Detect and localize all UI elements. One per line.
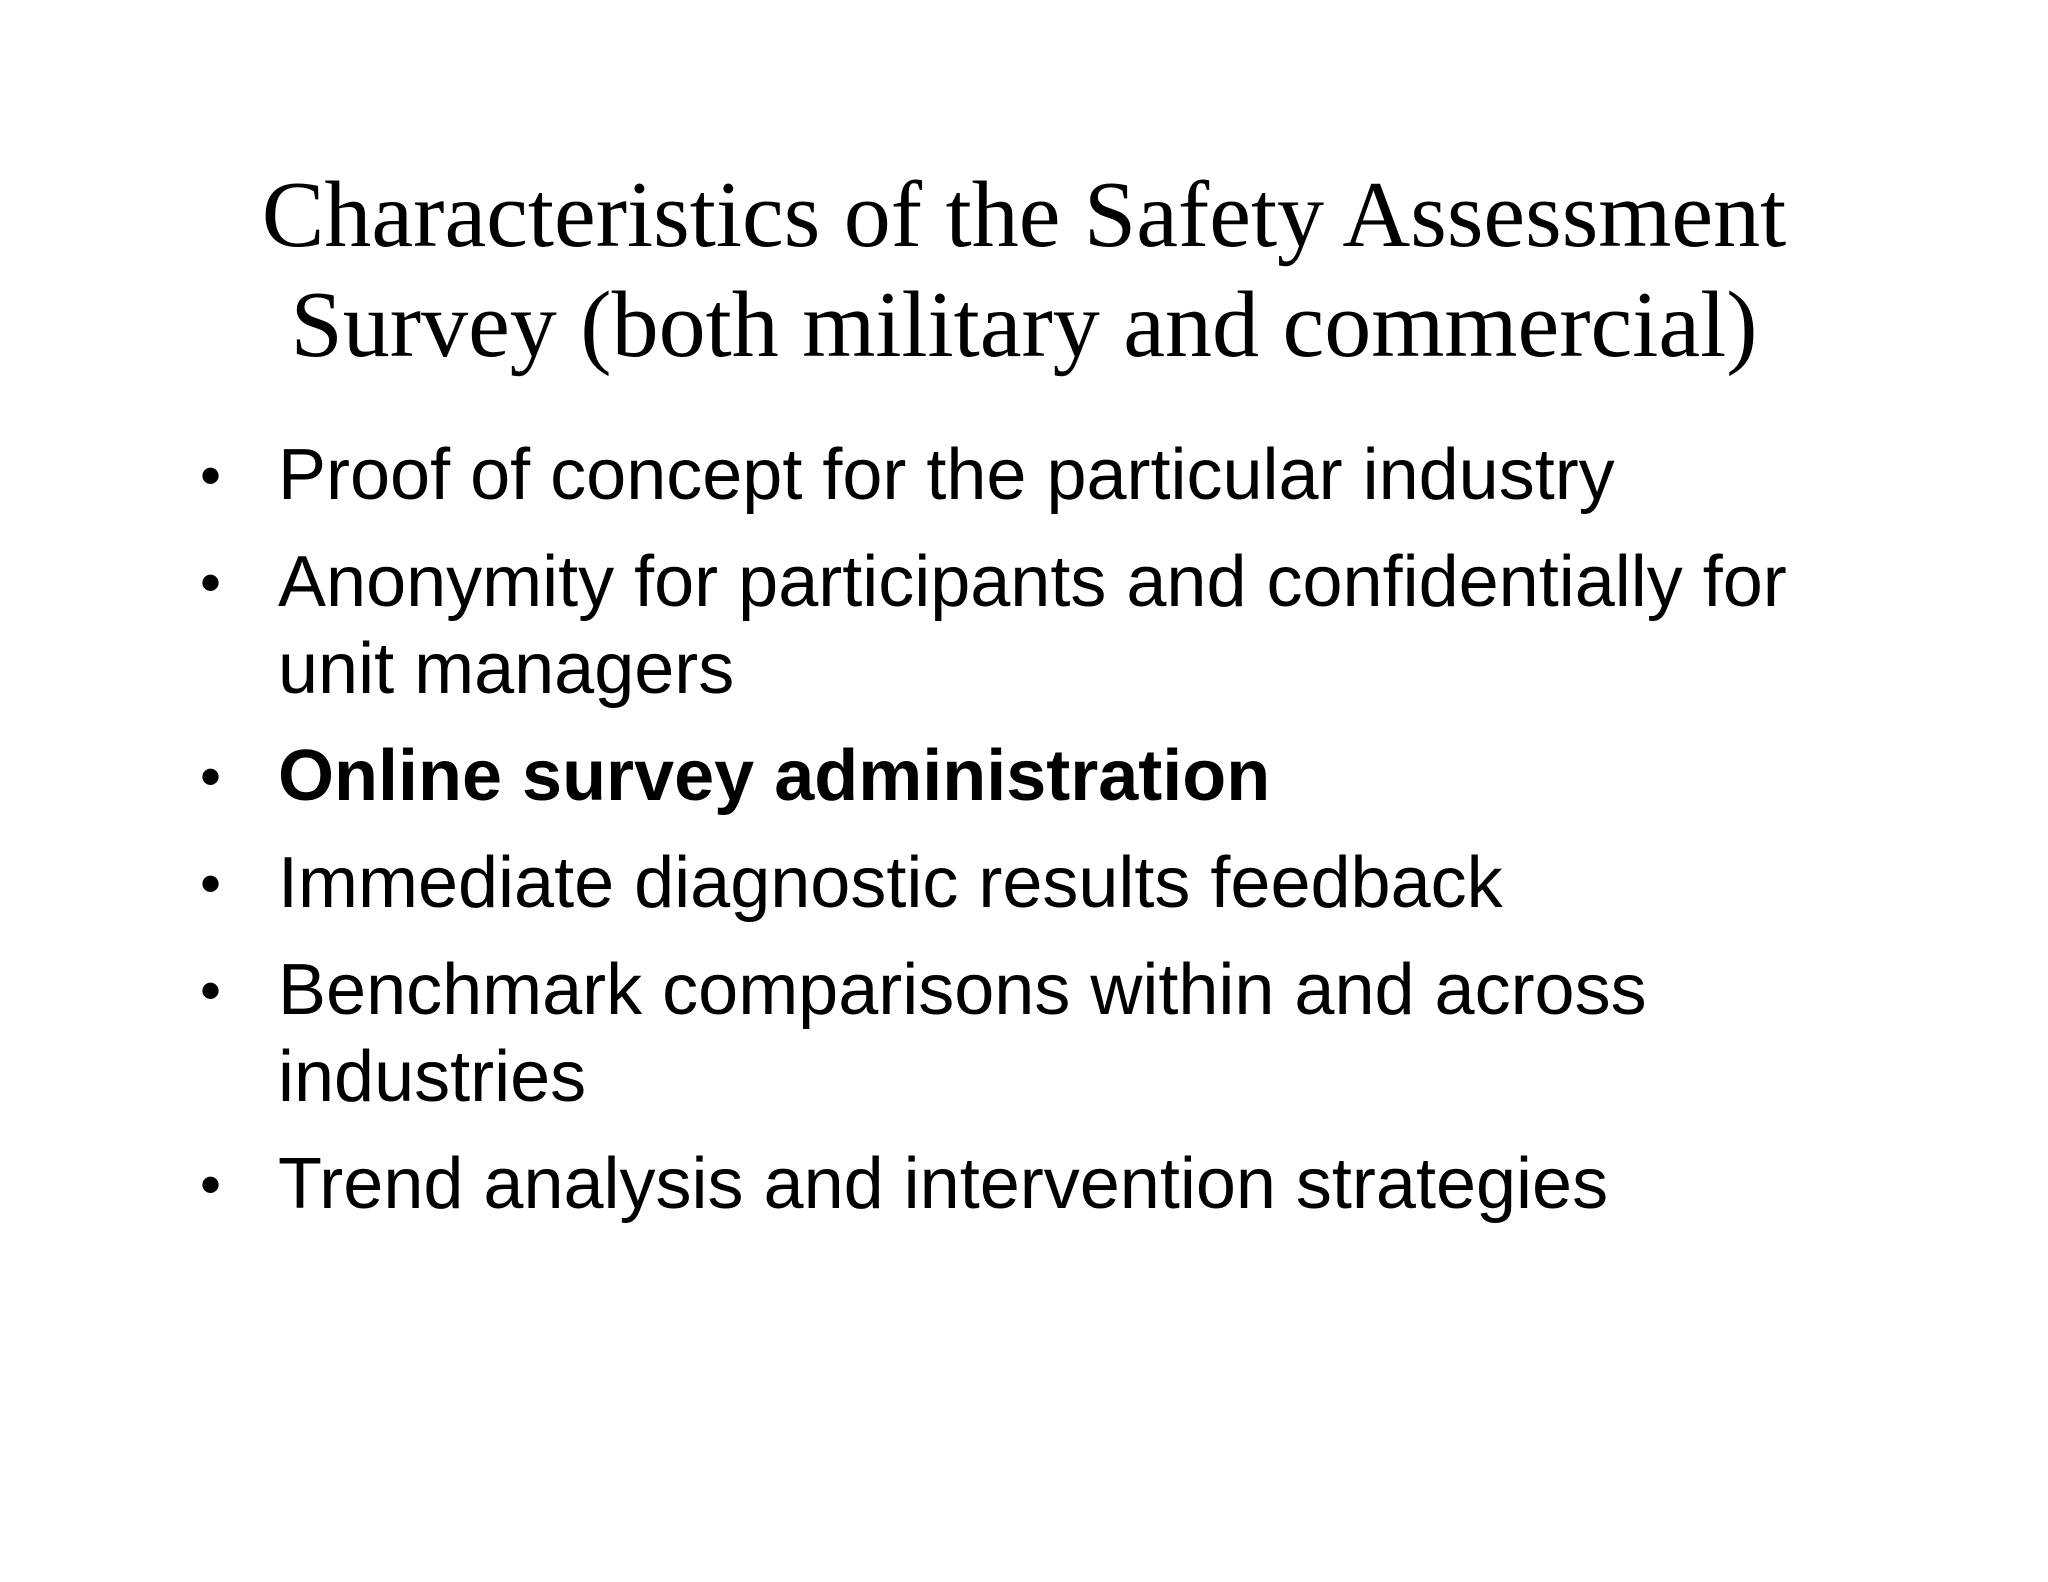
bullet-item	[200, 1141, 1840, 1228]
bullet-dot-icon: •	[200, 957, 222, 1024]
bullet-dot-icon: •	[200, 743, 222, 810]
bullet-dot-icon: •	[200, 549, 222, 616]
bullet-text: Benchmark comparisons within and across industries	[278, 950, 1647, 1117]
slide-title-line-1: Characteristics of the Safety Assessment	[261, 163, 1787, 267]
bullet-item	[200, 539, 1840, 713]
bullet-text: Online survey administration	[278, 736, 1271, 816]
bullet-text: Immediate diagnostic results feedback	[278, 843, 1503, 923]
bullet-text: Trend analysis and intervention strategies	[278, 1144, 1609, 1224]
bullet-dot-icon: •	[200, 442, 222, 509]
bullet-dot-icon: •	[200, 1151, 222, 1218]
slide-title-line-2: Survey (both military and commercial)	[290, 273, 1758, 377]
bullet-list	[200, 432, 1840, 1248]
bullet-item	[200, 432, 1840, 519]
bullet-text: Proof of concept for the particular industry	[278, 435, 1615, 515]
bullet-item	[200, 733, 1840, 820]
bullet-text: Anonymity for participants and confidentially for unit managers	[278, 542, 1787, 709]
bullet-dot-icon: •	[200, 850, 222, 917]
bullet-item	[200, 947, 1840, 1121]
bullet-item	[200, 840, 1840, 927]
slide-title	[0, 160, 2048, 380]
